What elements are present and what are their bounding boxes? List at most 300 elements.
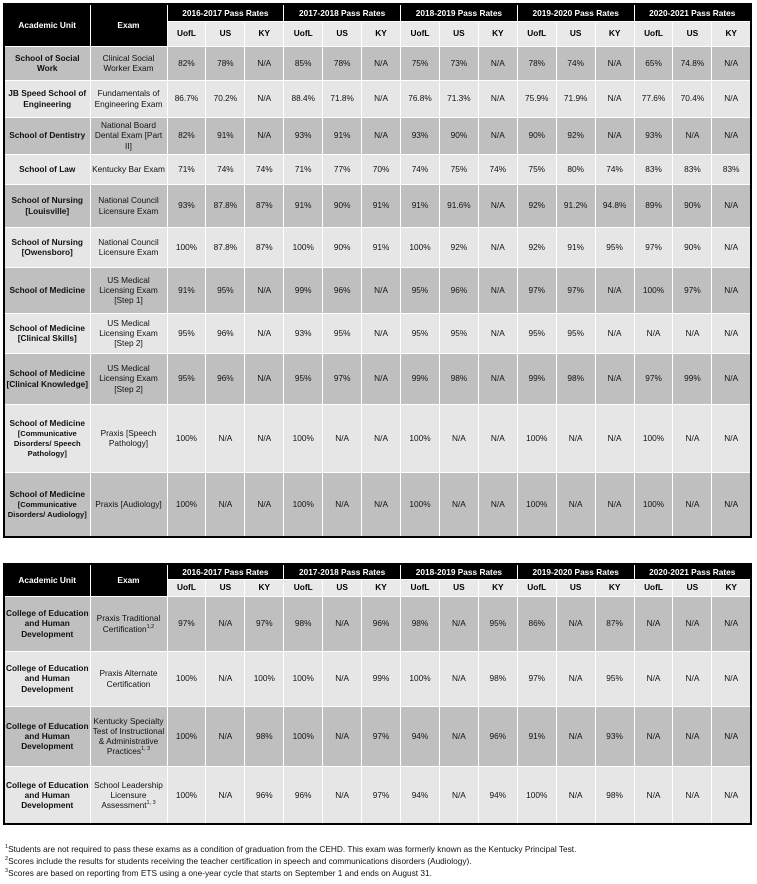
table-row: [4, 651, 751, 706]
rate-cell: 87%: [245, 227, 284, 267]
rate-cell: 94%: [401, 766, 440, 824]
subheader-us: US: [556, 21, 595, 46]
subheader-ky: KY: [362, 579, 401, 596]
rate-cell: 74%: [245, 154, 284, 184]
rate-cell: 100%: [401, 404, 440, 472]
table-row: [4, 154, 751, 184]
rate-cell: N/A: [245, 117, 284, 154]
rate-cell: 95%: [206, 267, 245, 313]
header-year: 2016-2017 Pass Rates: [167, 4, 284, 21]
exam-name: Praxis Traditional Certification: [96, 613, 161, 634]
subheader-us: US: [673, 21, 712, 46]
rate-cell: N/A: [439, 596, 478, 651]
rate-cell: 97%: [634, 353, 673, 404]
rate-cell: 98%: [245, 706, 284, 766]
rate-cell: 96%: [206, 353, 245, 404]
footnote-text: Students are not required to pass these exams as a condition of graduation from the CEHD. This exam was formerly known as the Kentucky Principal Test.: [8, 844, 577, 854]
rate-cell: N/A: [206, 651, 245, 706]
subheader-us: US: [439, 579, 478, 596]
rate-cell: 96%: [323, 267, 362, 313]
rate-cell: 75%: [439, 154, 478, 184]
subheader-uofl: UofL: [167, 579, 206, 596]
header-academic-unit: Academic Unit: [4, 4, 90, 46]
table-row: [4, 267, 751, 313]
exam-cell: [90, 766, 167, 824]
rate-cell: 91.2%: [556, 184, 595, 227]
rate-cell: N/A: [478, 227, 517, 267]
rate-cell: 90%: [673, 184, 712, 227]
rate-cell: N/A: [439, 404, 478, 472]
rate-cell: N/A: [712, 766, 751, 824]
rate-cell: 100%: [167, 706, 206, 766]
rate-cell: 97%: [362, 706, 401, 766]
subheader-ky: KY: [712, 21, 751, 46]
rate-cell: 78%: [517, 46, 556, 80]
subheader-ky: KY: [478, 579, 517, 596]
rate-cell: 91%: [362, 184, 401, 227]
rate-cell: N/A: [439, 472, 478, 537]
footnote: [5, 843, 750, 855]
rate-cell: N/A: [439, 651, 478, 706]
subheader-us: US: [323, 579, 362, 596]
exam-cell: US Medical Licensing Exam [Step 2]: [90, 313, 167, 353]
rate-cell: 86.7%: [167, 80, 206, 117]
pass-rates-table-1: [3, 3, 752, 538]
rate-cell: N/A: [362, 46, 401, 80]
subheader-us: US: [323, 21, 362, 46]
subheader-us: US: [206, 21, 245, 46]
academic-unit-cell: School of Medicine [Clinical Skills]: [4, 313, 90, 353]
rate-cell: 90%: [323, 184, 362, 227]
rate-cell: 98%: [439, 353, 478, 404]
exam-cell: National Board Dental Exam [Part II]: [90, 117, 167, 154]
rate-cell: 95%: [401, 267, 440, 313]
rate-cell: 77.6%: [634, 80, 673, 117]
footnotes: [5, 843, 750, 880]
rate-cell: 86%: [517, 596, 556, 651]
rate-cell: N/A: [362, 80, 401, 117]
exam-name: Praxis Alternate Certification: [99, 668, 158, 689]
rate-cell: N/A: [595, 117, 634, 154]
table-row: [4, 313, 751, 353]
rate-cell: N/A: [634, 706, 673, 766]
rate-cell: 83%: [712, 154, 751, 184]
subheader-ky: KY: [362, 21, 401, 46]
rate-cell: 71.3%: [439, 80, 478, 117]
rate-cell: 95%: [167, 353, 206, 404]
rate-cell: 91%: [362, 227, 401, 267]
pass-rates-table-2: [3, 563, 752, 825]
rate-cell: 77%: [323, 154, 362, 184]
rate-cell: 93%: [284, 117, 323, 154]
rate-cell: 87.8%: [206, 227, 245, 267]
rate-cell: 100%: [634, 267, 673, 313]
rate-cell: N/A: [362, 313, 401, 353]
rate-cell: 97%: [556, 267, 595, 313]
rate-cell: 65%: [634, 46, 673, 80]
rate-cell: 96%: [245, 766, 284, 824]
header-year: 2019-2020 Pass Rates: [517, 4, 634, 21]
footnote-text: Scores are based on reporting from ETS using a one-year cycle that starts on September 1 and ends on August 31.: [8, 868, 432, 879]
rate-cell: 100%: [634, 472, 673, 537]
rate-cell: 93%: [634, 117, 673, 154]
subheader-ky: KY: [712, 579, 751, 596]
rate-cell: 91.6%: [439, 184, 478, 227]
rate-cell: 73%: [439, 46, 478, 80]
header-year: 2018-2019 Pass Rates: [401, 4, 518, 21]
rate-cell: 74%: [595, 154, 634, 184]
rate-cell: 96%: [284, 766, 323, 824]
rate-cell: 100%: [517, 766, 556, 824]
rate-cell: N/A: [362, 404, 401, 472]
rate-cell: N/A: [206, 596, 245, 651]
rate-cell: 91%: [323, 117, 362, 154]
rate-cell: 95%: [517, 313, 556, 353]
rate-cell: N/A: [595, 46, 634, 80]
rate-cell: 99%: [517, 353, 556, 404]
footnote-ref: 1, 3: [146, 800, 156, 807]
subheader-us: US: [556, 579, 595, 596]
rate-cell: N/A: [362, 267, 401, 313]
exam-cell: Clinical Social Worker Exam: [90, 46, 167, 80]
rate-cell: 71.8%: [323, 80, 362, 117]
rate-cell: 78%: [206, 46, 245, 80]
rate-cell: 96%: [439, 267, 478, 313]
rate-cell: N/A: [712, 80, 751, 117]
rate-cell: 100%: [517, 404, 556, 472]
subheader-uofl: UofL: [284, 21, 323, 46]
rate-cell: 98%: [478, 651, 517, 706]
rate-cell: 74%: [401, 154, 440, 184]
rate-cell: N/A: [245, 472, 284, 537]
footnote: [5, 855, 750, 867]
footnote-number: 3: [5, 868, 9, 875]
rate-cell: N/A: [712, 596, 751, 651]
rate-cell: N/A: [206, 472, 245, 537]
rate-cell: 99%: [673, 353, 712, 404]
rate-cell: 91%: [284, 184, 323, 227]
rate-cell: 93%: [284, 313, 323, 353]
rate-cell: 99%: [284, 267, 323, 313]
rate-cell: N/A: [712, 267, 751, 313]
academic-unit-cell: School of Medicine: [4, 267, 90, 313]
table-row: [4, 404, 751, 472]
exam-cell: US Medical Licensing Exam [Step 2]: [90, 353, 167, 404]
rate-cell: 100%: [284, 472, 323, 537]
rate-cell: 100%: [401, 227, 440, 267]
rate-cell: 100%: [517, 472, 556, 537]
subheader-ky: KY: [478, 21, 517, 46]
rate-cell: 93%: [595, 706, 634, 766]
exam-cell: Kentucky Bar Exam: [90, 154, 167, 184]
rate-cell: 94.8%: [595, 184, 634, 227]
subheader-uofl: UofL: [517, 21, 556, 46]
exam-cell: Fundamentals of Engineering Exam: [90, 80, 167, 117]
rate-cell: 74.8%: [673, 46, 712, 80]
rate-cell: N/A: [712, 313, 751, 353]
rate-cell: 97%: [323, 353, 362, 404]
exam-cell: US Medical Licensing Exam [Step 1]: [90, 267, 167, 313]
rate-cell: N/A: [478, 404, 517, 472]
rate-cell: 99%: [401, 353, 440, 404]
table-row: [4, 353, 751, 404]
rate-cell: 100%: [401, 472, 440, 537]
rate-cell: 83%: [634, 154, 673, 184]
header-year: 2018-2019 Pass Rates: [401, 564, 518, 579]
rate-cell: 70.2%: [206, 80, 245, 117]
subheader-uofl: UofL: [401, 579, 440, 596]
academic-unit-cell: School of Social Work: [4, 46, 90, 80]
rate-cell: N/A: [556, 706, 595, 766]
rate-cell: N/A: [712, 227, 751, 267]
rate-cell: 96%: [362, 596, 401, 651]
rate-cell: N/A: [673, 651, 712, 706]
table-row: [4, 46, 751, 80]
rate-cell: 91%: [401, 184, 440, 227]
rate-cell: N/A: [712, 472, 751, 537]
header-year: 2020-2021 Pass Rates: [634, 4, 751, 21]
exam-cell: National Council Licensure Exam: [90, 184, 167, 227]
rate-cell: 91%: [517, 706, 556, 766]
rate-cell: N/A: [245, 313, 284, 353]
rate-cell: 70%: [362, 154, 401, 184]
academic-unit-cell: College of Education and Human Development: [4, 766, 90, 824]
header-year: 2017-2018 Pass Rates: [284, 4, 401, 21]
rate-cell: N/A: [362, 353, 401, 404]
rate-cell: 95%: [323, 313, 362, 353]
rate-cell: 100%: [284, 227, 323, 267]
rate-cell: 91%: [206, 117, 245, 154]
rate-cell: N/A: [595, 313, 634, 353]
header-year: 2020-2021 Pass Rates: [634, 564, 751, 579]
rate-cell: N/A: [556, 404, 595, 472]
rate-cell: N/A: [595, 267, 634, 313]
rate-cell: 88.4%: [284, 80, 323, 117]
rate-cell: N/A: [206, 404, 245, 472]
rate-cell: N/A: [478, 472, 517, 537]
rate-cell: N/A: [712, 184, 751, 227]
rate-cell: 100%: [634, 404, 673, 472]
exam-cell: [90, 596, 167, 651]
rate-cell: 94%: [478, 766, 517, 824]
rate-cell: N/A: [673, 766, 712, 824]
rate-cell: N/A: [634, 313, 673, 353]
rate-cell: 100%: [167, 404, 206, 472]
exam-name: Kentucky Specialty Test of Instructional & Administrative Practices: [92, 715, 165, 757]
subheader-ky: KY: [245, 21, 284, 46]
subheader-us: US: [206, 579, 245, 596]
rate-cell: 71%: [284, 154, 323, 184]
rate-cell: 98%: [401, 596, 440, 651]
rate-cell: N/A: [712, 46, 751, 80]
table-row: [4, 117, 751, 154]
table-row: [4, 472, 751, 537]
subheader-uofl: UofL: [401, 21, 440, 46]
rate-cell: 91%: [167, 267, 206, 313]
rate-cell: 97%: [517, 267, 556, 313]
rate-cell: 98%: [556, 353, 595, 404]
footnote-number: 2: [5, 856, 9, 863]
rate-cell: 97%: [362, 766, 401, 824]
header-academic-unit: Academic Unit: [4, 564, 90, 596]
academic-unit-detail: [Communicative Disorders/ Audiology]: [7, 500, 87, 520]
rate-cell: N/A: [673, 313, 712, 353]
rate-cell: N/A: [245, 267, 284, 313]
header-exam: Exam: [90, 564, 167, 596]
rate-cell: N/A: [478, 353, 517, 404]
rate-cell: 91%: [556, 227, 595, 267]
academic-unit-cell: College of Education and Human Development: [4, 651, 90, 706]
rate-cell: 87%: [245, 184, 284, 227]
rate-cell: 95%: [595, 227, 634, 267]
rate-cell: 100%: [167, 766, 206, 824]
rate-cell: 76.8%: [401, 80, 440, 117]
rate-cell: N/A: [245, 46, 284, 80]
rate-cell: 74%: [206, 154, 245, 184]
rate-cell: N/A: [634, 766, 673, 824]
exam-cell: [90, 706, 167, 766]
rate-cell: N/A: [712, 353, 751, 404]
rate-cell: N/A: [478, 267, 517, 313]
rate-cell: 90%: [323, 227, 362, 267]
rate-cell: N/A: [712, 404, 751, 472]
academic-unit-cell: School of Dentistry: [4, 117, 90, 154]
table-row: [4, 706, 751, 766]
rate-cell: N/A: [595, 472, 634, 537]
exam-cell: Praxis [Speech Pathology]: [90, 404, 167, 472]
academic-unit-name: School of Medicine: [9, 488, 86, 499]
subheader-us: US: [439, 21, 478, 46]
rate-cell: 85%: [284, 46, 323, 80]
rate-cell: N/A: [323, 651, 362, 706]
rate-cell: N/A: [478, 313, 517, 353]
footnote-ref: 1,2: [146, 623, 155, 630]
rate-cell: N/A: [245, 404, 284, 472]
rate-cell: 97%: [245, 596, 284, 651]
table-row: [4, 80, 751, 117]
rate-cell: 92%: [517, 184, 556, 227]
rate-cell: 95%: [556, 313, 595, 353]
rate-cell: 100%: [401, 651, 440, 706]
rate-cell: 90%: [673, 227, 712, 267]
rate-cell: N/A: [712, 651, 751, 706]
rate-cell: N/A: [478, 117, 517, 154]
exam-cell: Praxis [Audiology]: [90, 472, 167, 537]
rate-cell: 87.8%: [206, 184, 245, 227]
academic-unit-cell: School of Nursing [Owensboro]: [4, 227, 90, 267]
rate-cell: 75%: [401, 46, 440, 80]
rate-cell: N/A: [556, 596, 595, 651]
rate-cell: N/A: [323, 472, 362, 537]
academic-unit-cell: School of Medicine [Clinical Knowledge]: [4, 353, 90, 404]
rate-cell: N/A: [323, 766, 362, 824]
rate-cell: 100%: [284, 651, 323, 706]
rate-cell: 70.4%: [673, 80, 712, 117]
rate-cell: 92%: [517, 227, 556, 267]
subheader-uofl: UofL: [167, 21, 206, 46]
rate-cell: N/A: [245, 80, 284, 117]
rate-cell: 93%: [167, 184, 206, 227]
academic-unit-name: School of Medicine: [9, 417, 86, 428]
rate-cell: N/A: [245, 353, 284, 404]
rate-cell: N/A: [595, 404, 634, 472]
rate-cell: N/A: [439, 766, 478, 824]
rate-cell: 83%: [673, 154, 712, 184]
rate-cell: N/A: [595, 80, 634, 117]
rate-cell: 75.9%: [517, 80, 556, 117]
rate-cell: 97%: [517, 651, 556, 706]
rate-cell: N/A: [323, 596, 362, 651]
rate-cell: N/A: [478, 46, 517, 80]
academic-unit-detail: [Communicative Disorders/ Speech Pathology]: [13, 428, 81, 459]
rate-cell: 74%: [478, 154, 517, 184]
rate-cell: N/A: [323, 706, 362, 766]
rate-cell: 93%: [401, 117, 440, 154]
rate-cell: 90%: [439, 117, 478, 154]
footnote-ref: 1, 3: [140, 746, 151, 753]
rate-cell: 96%: [478, 706, 517, 766]
rate-cell: 71.9%: [556, 80, 595, 117]
rate-cell: N/A: [439, 706, 478, 766]
rate-cell: N/A: [673, 404, 712, 472]
footnote-number: 1: [5, 844, 9, 851]
subheader-uofl: UofL: [284, 579, 323, 596]
rate-cell: N/A: [673, 472, 712, 537]
rate-cell: 90%: [517, 117, 556, 154]
rate-cell: N/A: [712, 706, 751, 766]
academic-unit-cell: [4, 404, 90, 472]
rate-cell: 82%: [167, 117, 206, 154]
rate-cell: 95%: [167, 313, 206, 353]
header-year: 2017-2018 Pass Rates: [284, 564, 401, 579]
rate-cell: 100%: [245, 651, 284, 706]
rate-cell: 87%: [595, 596, 634, 651]
rate-cell: N/A: [634, 651, 673, 706]
rate-cell: N/A: [673, 706, 712, 766]
subheader-uofl: UofL: [634, 579, 673, 596]
table-row: [4, 184, 751, 227]
rate-cell: N/A: [712, 117, 751, 154]
rate-cell: 71%: [167, 154, 206, 184]
rate-cell: 100%: [167, 472, 206, 537]
rate-cell: 95%: [284, 353, 323, 404]
exam-name: School Leadership Licensure Assessment: [94, 779, 163, 810]
rate-cell: 74%: [556, 46, 595, 80]
rate-cell: N/A: [673, 117, 712, 154]
subheader-us: US: [673, 579, 712, 596]
rate-cell: 75%: [517, 154, 556, 184]
academic-unit-cell: School of Nursing [Louisville]: [4, 184, 90, 227]
rate-cell: N/A: [206, 766, 245, 824]
academic-unit-cell: College of Education and Human Development: [4, 706, 90, 766]
header-year: 2016-2017 Pass Rates: [167, 564, 284, 579]
academic-unit-cell: School of Law: [4, 154, 90, 184]
rate-cell: 100%: [284, 404, 323, 472]
subheader-ky: KY: [595, 21, 634, 46]
header-year: 2019-2020 Pass Rates: [517, 564, 634, 579]
subheader-uofl: UofL: [634, 21, 673, 46]
rate-cell: N/A: [634, 596, 673, 651]
rate-cell: 100%: [167, 227, 206, 267]
subheader-uofl: UofL: [517, 579, 556, 596]
rate-cell: 95%: [439, 313, 478, 353]
academic-unit-cell: JB Speed School of Engineering: [4, 80, 90, 117]
rate-cell: 95%: [478, 596, 517, 651]
rate-cell: 80%: [556, 154, 595, 184]
rate-cell: 100%: [167, 651, 206, 706]
header-exam: Exam: [90, 4, 167, 46]
rate-cell: 95%: [595, 651, 634, 706]
